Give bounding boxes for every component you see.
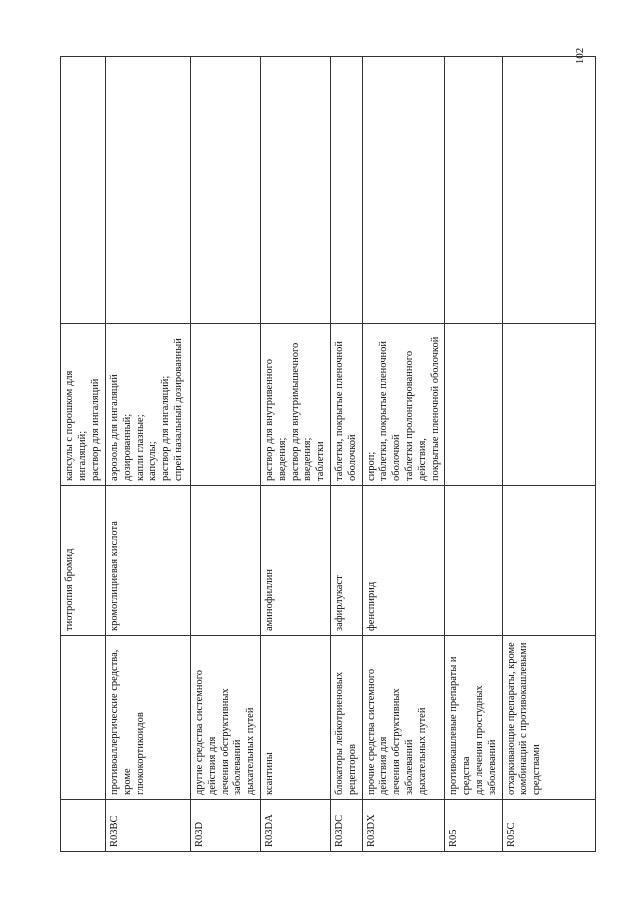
cell-line: раствор для внутривенного введения; [263, 359, 288, 481]
empty-cell [61, 57, 106, 324]
cell-line: блокаторы лейкотриеновых рецепторов [333, 671, 358, 795]
atc-code: R03BC [109, 815, 120, 847]
cell-line: ксантины [263, 752, 275, 795]
cell-line: раствор для ингаляций; [160, 375, 172, 481]
inn-cell [61, 486, 106, 636]
atc-code: R05C [505, 822, 517, 847]
cell-line: для лечения простудных заболеваний [473, 685, 498, 795]
empty-cell [445, 57, 502, 324]
drug-table [60, 56, 596, 852]
page-number: 102 [574, 47, 586, 65]
cell-line: глюкокортикоидов [134, 712, 146, 795]
group-cell [61, 636, 106, 800]
atc-code-cell [330, 800, 362, 852]
empty-cell [362, 57, 445, 324]
cell-line: дыхательных путей [245, 707, 257, 795]
cell-line: капли глазные; [134, 414, 146, 481]
forms-cell [362, 324, 445, 486]
atc-code-cell [106, 800, 191, 852]
cell-line: таблетки, покрытые пленочной оболочкой [333, 340, 358, 481]
cell-line: капсулы с порошком для ингаляций; [64, 370, 88, 481]
table-body [61, 57, 596, 852]
inn-cell [330, 486, 362, 636]
table-row [362, 57, 445, 852]
cell-line: таблетки [315, 441, 327, 481]
table-row [260, 57, 330, 852]
cell-line: прочие средства системного действия для [365, 668, 390, 795]
cell-line: средствами [531, 744, 543, 795]
cell-line: покрытые пленочной оболочкой [429, 336, 441, 481]
atc-code: R03DX [365, 814, 377, 847]
table-row [445, 57, 502, 852]
cell-line: другие средства системного действия для [194, 669, 218, 795]
cell-line: сироп; [365, 451, 377, 481]
atc-code: R05 [448, 829, 460, 847]
cell-line: лечения обструктивных заболеваний [219, 688, 244, 795]
atc-code: R03DA [263, 814, 275, 847]
cell-line: спрей назальный дозированный [172, 338, 184, 481]
group-cell [362, 636, 445, 800]
group-cell [445, 636, 502, 800]
cell-line: комбинаций с противокашлевыми [518, 642, 530, 795]
forms-cell [106, 324, 191, 486]
cell-line: аэрозоль для ингаляций дозированный; [109, 374, 133, 481]
cell-line: фенспирид [365, 581, 377, 631]
cell-line: тиотропия бромид [64, 548, 75, 631]
empty-cell [260, 57, 330, 324]
table-row [191, 57, 261, 852]
rotated-table-frame [60, 56, 554, 852]
cell-line: таблетки, покрытые пленочной оболочкой [378, 340, 403, 481]
forms-cell [445, 324, 502, 486]
cell-line: кромоглициевая кислота [109, 521, 120, 631]
forms-cell [260, 324, 330, 486]
rotated-table-content [60, 56, 554, 852]
forms-cell [191, 324, 261, 486]
table-row [330, 57, 362, 852]
atc-code-cell [260, 800, 330, 852]
cell-line: зафирлукаст [333, 575, 345, 631]
atc-code-cell [445, 800, 502, 852]
inn-cell [106, 486, 191, 636]
cell-line: отхаркивающие препараты, кроме [505, 642, 517, 795]
cell-line: капсулы; [147, 441, 159, 481]
table-row [502, 57, 595, 852]
cell-line: раствор для ингаляций [89, 378, 101, 481]
cell-line: таблетки пролонгированного действия, [403, 350, 428, 481]
empty-cell [502, 57, 595, 324]
inn-cell [191, 486, 261, 636]
atc-code: R03DC [333, 814, 345, 847]
atc-code: R03D [194, 821, 205, 847]
table-row [106, 57, 191, 852]
atc-code-cell [191, 800, 261, 852]
group-cell [191, 636, 261, 800]
group-cell [502, 636, 595, 800]
group-cell [106, 636, 191, 800]
inn-cell [502, 486, 595, 636]
cell-line: противоаллергические средства, кроме [109, 649, 133, 795]
atc-code-cell [502, 800, 595, 852]
empty-cell [330, 57, 362, 324]
inn-cell [362, 486, 445, 636]
forms-cell [502, 324, 595, 486]
empty-cell [191, 57, 261, 324]
atc-code-cell [61, 800, 106, 852]
group-cell [260, 636, 330, 800]
cell-line: раствор для внутримышечного введения; [289, 342, 314, 481]
empty-cell [106, 57, 191, 324]
inn-cell [260, 486, 330, 636]
forms-cell [61, 324, 106, 486]
inn-cell [445, 486, 502, 636]
atc-code-cell [362, 800, 445, 852]
table-row [61, 57, 106, 852]
cell-line: дыхательных путей [416, 707, 428, 795]
forms-cell [330, 324, 362, 486]
cell-line: противокашлевые препараты и средства [448, 656, 473, 795]
cell-line: аминофиллин [263, 569, 275, 631]
cell-line: лечения обструктивных заболеваний [391, 688, 415, 795]
group-cell [330, 636, 362, 800]
